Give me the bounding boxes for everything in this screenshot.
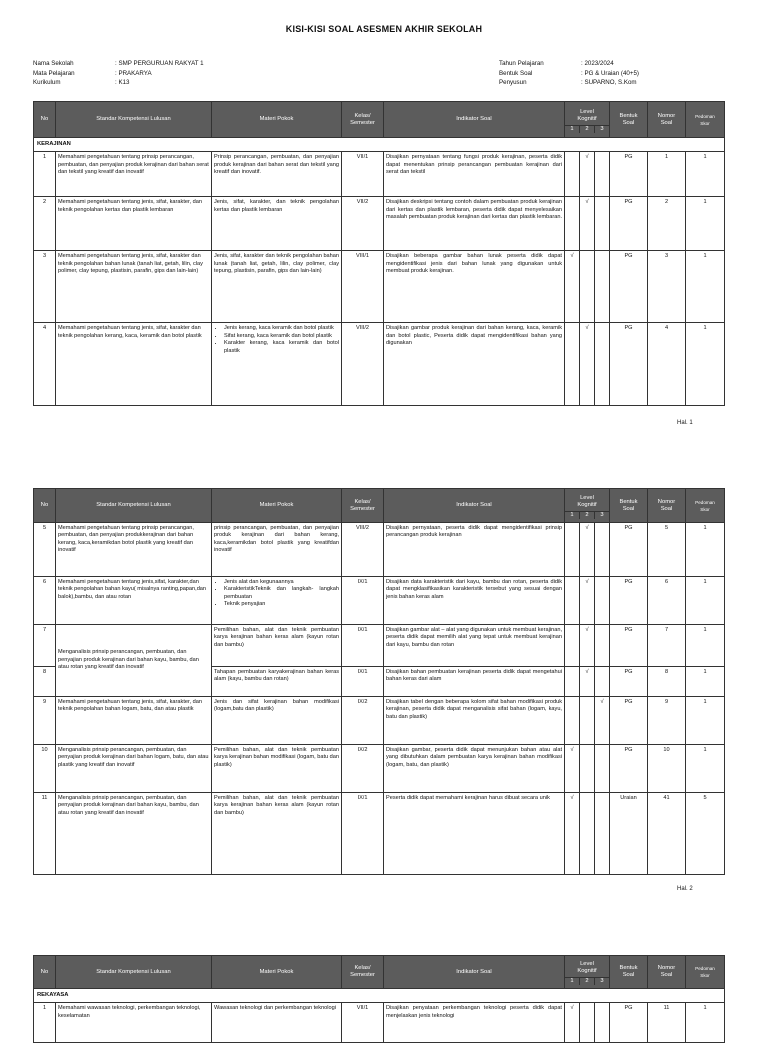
table-row	[34, 697, 725, 745]
header-kelas-line1: Kelas/	[354, 112, 371, 119]
cell-skl: Memahami pengetahuan tentang jenis, sifat, karakter dan teknik pengolahan bahan lunak (tanah liat, getah, lilin, clay polimer, clay tepung, plastisin, parafin, gips dan lain-lain)	[56, 251, 212, 323]
header-nomor-line2: Soal	[660, 119, 673, 126]
cell-materi: Tahapan pembuatan karyakerajinan bahan keras alam (kayu, bambu dan rotan)	[212, 667, 342, 697]
cell-skor: 5	[686, 793, 725, 875]
cell-no: 9	[34, 697, 56, 745]
meta-row	[33, 59, 204, 69]
meta-left	[33, 59, 204, 88]
cell-level-1: √	[565, 793, 580, 875]
cell-level-1	[565, 152, 580, 197]
cell-bentuk: PG	[610, 323, 648, 406]
meta-value: : SUPARNO, S.Kom	[581, 79, 637, 86]
cell-bentuk: PG	[610, 625, 648, 667]
cell-level-1	[565, 625, 580, 667]
cell-indikator: Disajikan pernyataan, peserta didik dapat mengidentifikasi prinsip perancangan produk kerajinan	[384, 523, 565, 577]
cell-nomor: 9	[648, 697, 686, 745]
header-pedoman	[686, 956, 725, 989]
header-row	[34, 102, 725, 138]
cell-kelas: IX/1	[342, 577, 384, 625]
cell-materi: Pemilihan bahan, alat dan teknik pembuatan karya kerajinan bahan keras alam (kayun rotan dan bambu)	[212, 625, 342, 667]
cell-skor: 1	[686, 251, 725, 323]
cell-no: 5	[34, 523, 56, 577]
cell-level-2: √	[580, 577, 595, 625]
table-body	[34, 138, 725, 406]
cell-level-1: √	[565, 251, 580, 323]
header-level-line2: Kognitif	[577, 501, 597, 508]
header-level-1: 1	[570, 978, 574, 984]
header-level-1: 1	[570, 125, 574, 132]
header-kelas-line2: Semester	[350, 972, 375, 978]
header-level-2: 2	[579, 512, 594, 519]
cell-kelas: IX/1	[342, 625, 384, 667]
cell-level-1: √	[565, 1003, 580, 1043]
meta-right	[499, 59, 639, 88]
cell-level-1	[565, 197, 580, 251]
cell-no: 8	[34, 667, 56, 697]
cell-skl: Memahami pengetahuan tentang jenis, sifat, karakter, dan teknik pengolahan bahan logam, batu, dan atau plastik	[56, 697, 212, 745]
header-indikator: Indikator Soal	[384, 956, 565, 989]
kisi-kisi-table-page-1	[33, 101, 725, 406]
meta-value: : SMP PERGURUAN RAKYAT 1	[115, 60, 204, 67]
cell-level-3	[595, 323, 610, 406]
cell-skl: Menganalisis prinsip perancangan, pembuatan, dan penyajian produk kerajinan dari bahan kayu, bambu, dan atau rotan yang kreatif dan inovatif	[56, 793, 212, 875]
table-header	[34, 489, 725, 523]
cell-skl: Memahami pengetahuan tentang jenis, sifat, karakter, dan teknik pengolahan kertas dan plastik lembaran	[56, 197, 212, 251]
cell-skor: 1	[686, 625, 725, 667]
header-indikator: Indikator Soal	[384, 489, 565, 523]
cell-bentuk: PG	[610, 697, 648, 745]
header-level-1: 1	[570, 511, 574, 518]
cell-indikator: Disajikan deskripsi tentang contoh dalam pembuatan produk kerajinan dari kertas dan plastik lembaran, peserta didik dapat menyelesaikan masalah pembuatan produk kerajinan dari kertas dan plastik lembaran.	[384, 197, 565, 251]
cell-indikator: Disajikan gambar alat – alat yang digunakan untuk membuat kerajinan, peserta didik dapat memilih alat yang tepat untuk membuat kerajinan dari kayu, bambu dan rotan	[384, 625, 565, 667]
meta-label: Bentuk Soal	[499, 69, 533, 77]
cell-bentuk: PG	[610, 523, 648, 577]
header-level-2: 2	[579, 126, 594, 133]
document-title: KISI-KISI SOAL ASESMEN AKHIR SEKOLAH	[285, 24, 483, 34]
header-bentuk-line2: Soal	[622, 972, 635, 978]
cell-nomor: 41	[648, 793, 686, 875]
cell-bentuk: PG	[610, 745, 648, 793]
header-bentuk-line1: Bentuk	[619, 112, 638, 119]
section-row	[34, 989, 725, 1003]
meta-value: : K13	[115, 79, 130, 86]
cell-level-1	[565, 577, 580, 625]
header-kelas-line2: Semester	[350, 505, 375, 512]
table-header	[34, 102, 725, 138]
table-row	[34, 251, 725, 323]
meta-label: Mata Pelajaran	[33, 69, 75, 77]
table-row	[34, 1003, 725, 1043]
table-row	[34, 577, 725, 625]
header-pedoman-line2: Skor	[700, 506, 710, 512]
header-bentuk	[610, 489, 648, 523]
cell-level-2	[580, 793, 595, 875]
meta-row	[499, 59, 639, 69]
cell-level-1	[565, 523, 580, 577]
cell-indikator: Disajikan data karakteristik dari kayu, bambu dan rotan, peserta didik dapat mengklasifikasikan karakteristik tersebut yang sesuai dengan jenis bahan keras alam	[384, 577, 565, 625]
cell-no: 7	[34, 625, 56, 667]
table-row	[34, 523, 725, 577]
header-kelas-line1: Kelas/	[354, 498, 371, 505]
section-label: REKAYASA	[34, 989, 725, 1003]
cell-bentuk: PG	[610, 152, 648, 197]
cell-level-2: √	[580, 197, 595, 251]
cell-level-2: √	[580, 667, 595, 697]
cell-materi: Jenis dan sifat kerajinan bahan modifikasi (logam,batu dan plastik)	[212, 697, 342, 745]
cell-skor: 1	[686, 523, 725, 577]
cell-level-3	[595, 197, 610, 251]
cell-skor: 1	[686, 745, 725, 793]
section-label: KERAJINAN	[34, 138, 725, 152]
cell-skl: Menganalisis prinsip perancangan, pembuatan, dan penyajian produk kerajinan dari bahan kayu, bambu, dan atau rotan yang kreatif dan inovatif	[56, 625, 212, 697]
header-level-line1: Level	[580, 494, 594, 501]
cell-level-3	[595, 745, 610, 793]
cell-bentuk: PG	[610, 251, 648, 323]
header-pedoman-line2: Skor	[700, 973, 710, 978]
header-level-line2: Kognitif	[577, 115, 597, 122]
cell-no: 1	[34, 1003, 56, 1043]
cell-kelas: VII/2	[342, 197, 384, 251]
header-level-title	[565, 107, 609, 123]
cell-level-3	[595, 667, 610, 697]
cell-no: 4	[34, 323, 56, 406]
header-nomor-line2: Soal	[660, 972, 673, 978]
cell-skl: Memahami pengetahuan tentang jenis,sifat, karakter,dan teknik pengolahan bahan kayu( misalnya ranting,papan,dan balok),bambu, dan atau rotan	[56, 577, 212, 625]
cell-level-2: √	[580, 523, 595, 577]
header-level-3: 3	[594, 978, 609, 985]
cell-level-3: √	[595, 697, 610, 745]
header-no: No	[34, 102, 56, 138]
cell-materi: Pemilihan bahan, alat dan teknik pembuatan karya kerajinan bahan modifikasi (logam, batu dan plastik)	[212, 745, 342, 793]
cell-materi: Wawasan teknologi dan perkembangan teknologi	[212, 1003, 342, 1043]
header-level-3: 3	[594, 512, 609, 519]
cell-level-2: √	[580, 323, 595, 406]
cell-no: 3	[34, 251, 56, 323]
cell-skor: 1	[686, 197, 725, 251]
cell-bentuk: Uraian	[610, 793, 648, 875]
cell-kelas: VIII/1	[342, 251, 384, 323]
cell-nomor: 7	[648, 625, 686, 667]
cell-materi: Jenis, sifat, karakter dan teknik pengolahan bahan lunak (tanah liat, getah, lilin, clay polimer, clay tepung, plastisin, parafin, gips dan lain-lain)	[212, 251, 342, 323]
header-row	[34, 489, 725, 523]
cell-nomor: 2	[648, 197, 686, 251]
cell-nomor: 10	[648, 745, 686, 793]
meta-row	[33, 78, 204, 88]
materi-list-item: • Jenis alat dan kegunaannya	[224, 579, 339, 586]
cell-kelas: VIII/2	[342, 523, 384, 577]
cell-level-1	[565, 323, 580, 406]
cell-skor: 1	[686, 577, 725, 625]
header-nomor-line1: Nomor	[657, 498, 676, 505]
header-level-line1: Level	[580, 961, 594, 967]
header-pedoman-line1: Pedoman	[695, 499, 715, 505]
header-level-numbers	[565, 125, 609, 133]
cell-skor: 1	[686, 323, 725, 406]
meta-label: Kurikulum	[33, 79, 61, 86]
header-level-numbers	[565, 511, 609, 519]
cell-skl: Menganalisis prinsip perancangan, pembuatan, dan penyajian produk kerajinan dari bahan logam, batu, dan atau plastik yang kreatif dan inovatif	[56, 745, 212, 793]
cell-level-1: √	[565, 745, 580, 793]
header-level-numbers	[565, 977, 609, 985]
cell-level-2: √	[580, 625, 595, 667]
cell-skl: Memahami wawasan teknologi, perkembangan teknologi, keselamatan	[56, 1003, 212, 1043]
header-indikator: Indikator Soal	[384, 102, 565, 138]
cell-level-1	[565, 667, 580, 697]
cell-skor: 1	[686, 667, 725, 697]
cell-materi	[212, 577, 342, 625]
header-pedoman-line1: Pedoman	[695, 966, 715, 971]
table-row	[34, 793, 725, 875]
cell-bentuk: PG	[610, 197, 648, 251]
meta-label: Penyusun	[499, 79, 527, 86]
table-row	[34, 745, 725, 793]
cell-kelas: IX/2	[342, 745, 384, 793]
materi-list	[214, 325, 339, 355]
cell-nomor: 11	[648, 1003, 686, 1043]
materi-list-item: • Teknik penyajian	[224, 601, 339, 608]
cell-no: 11	[34, 793, 56, 875]
header-kelas	[342, 102, 384, 138]
cell-level-3	[595, 625, 610, 667]
table-row	[34, 625, 725, 667]
header-level-2: 2	[579, 978, 594, 985]
header-pedoman-line2: Skor	[700, 120, 710, 126]
materi-list-item: • Jenis kerang, kaca keramik dan botol plastik	[224, 325, 339, 332]
cell-skl: Memahami pengetahuan tentang jenis, sifat, karakter dan teknik pengolahan kerang, kaca, keramik dan botol plastik	[56, 323, 212, 406]
meta-label: Tahun Pelajaran	[499, 60, 544, 67]
header-kelas-line1: Kelas/	[354, 965, 371, 971]
header-nomor	[648, 102, 686, 138]
meta-value: : 2023/2024	[581, 60, 614, 67]
cell-level-1	[565, 697, 580, 745]
cell-level-3	[595, 152, 610, 197]
cell-level-3	[595, 251, 610, 323]
header-skl: Standar Kompetensi Lulusan	[56, 956, 212, 989]
header-level-title	[565, 493, 609, 509]
header-kelas-line2: Semester	[350, 119, 375, 126]
table-body	[34, 989, 725, 1043]
page-number: Hal. 2	[677, 886, 693, 892]
header-materi: Materi Pokok	[212, 956, 342, 989]
cell-nomor: 3	[648, 251, 686, 323]
header-row	[34, 956, 725, 989]
cell-indikator: Disajikan gambar produk kerajinan dari bahan kerang, kaca, keramik dan botol plastic, Peserta didik dapat mengidentifikasi bahan yang digunakan	[384, 323, 565, 406]
cell-level-2	[580, 1003, 595, 1043]
materi-list-item: • Karakter kerang, kaca keramik dan botol plastik	[224, 340, 339, 355]
cell-kelas: IX/2	[342, 697, 384, 745]
header-materi: Materi Pokok	[212, 489, 342, 523]
cell-level-3	[595, 577, 610, 625]
cell-no: 6	[34, 577, 56, 625]
cell-kelas: IX/1	[342, 793, 384, 875]
cell-no: 10	[34, 745, 56, 793]
header-pedoman	[686, 489, 725, 523]
cell-nomor: 1	[648, 152, 686, 197]
cell-indikator: Disajikan pernyataan tentang fungsi produk kerajinan, peserta didik dapat menentukan prinsip perancangan pembuatan kerajinan dari serat dan tekstil	[384, 152, 565, 197]
table-row	[34, 197, 725, 251]
header-nomor-line1: Nomor	[657, 112, 676, 119]
cell-materi	[212, 323, 342, 406]
cell-kelas: VII/1	[342, 1003, 384, 1043]
kisi-kisi-table-page-3	[33, 955, 725, 1043]
page-number: Hal. 1	[677, 420, 693, 426]
cell-bentuk: PG	[610, 667, 648, 697]
cell-materi: Prinsip perancangan, pembuatan, dan penyajian produk kerajinan dari bahan serat dan tekstil yang kreatif dan inovatif.	[212, 152, 342, 197]
cell-skor: 1	[686, 152, 725, 197]
cell-nomor: 6	[648, 577, 686, 625]
cell-level-2	[580, 251, 595, 323]
cell-skl: Memahami pengetahuan tentang prinsip perancangan, pembuatan, dan penyajian produkkerajinan dari bahan kerang, kaca,keramikdan botol plastik yang kreatif dan inovatif	[56, 523, 212, 577]
header-materi: Materi Pokok	[212, 102, 342, 138]
header-level	[565, 956, 610, 989]
header-level	[565, 489, 610, 523]
header-bentuk-line2: Soal	[622, 505, 635, 512]
cell-materi: Jenis, sifat, karakter, dan teknik pengolahan kertas dan plastik lembaran	[212, 197, 342, 251]
header-bentuk-line1: Bentuk	[619, 498, 638, 505]
cell-nomor: 8	[648, 667, 686, 697]
cell-indikator: Peserta didik dapat memahami kerajinan harus dibuat secara unik	[384, 793, 565, 875]
cell-indikator: Disajikan tabel dengan beberapa kolom sifat bahan modifikasi produk kerajinan, peserta didik dapat menganalisis sifat bahan (logam, kayu, batu dan plastik)	[384, 697, 565, 745]
header-bentuk-line2: Soal	[622, 119, 635, 126]
header-level-line1: Level	[580, 108, 594, 115]
header-nomor-line1: Nomor	[657, 965, 676, 971]
cell-kelas: IX/1	[342, 667, 384, 697]
cell-no: 1	[34, 152, 56, 197]
header-kelas	[342, 956, 384, 989]
cell-indikator: Disajikan beberapa gambar bahan lunak peserta didik dapat mengidentifikasi jenis dari bahan lunak yang digunakan untuk membuat produk kerajinan.	[384, 251, 565, 323]
header-bentuk	[610, 956, 648, 989]
header-no: No	[34, 489, 56, 523]
header-nomor	[648, 956, 686, 989]
cell-skl: Memahami pengetahuan tentang prinsip perancangan, pembuatan, dan penyajian produk kerajinan dari bahan serat dan tekstil yang kreatif dan inovatif	[56, 152, 212, 197]
cell-indikator: Disajikan gambar, peserta didik dapat menunjukan bahan atau alat yang dibutuhkan dalam pembuatan karya kerajinan bahan modifikasi (logam, batu, dan plastik)	[384, 745, 565, 793]
header-level-3: 3	[594, 126, 609, 133]
header-nomor-line2: Soal	[660, 505, 673, 512]
header-bentuk	[610, 102, 648, 138]
cell-nomor: 5	[648, 523, 686, 577]
meta-label: Nama Sekolah	[33, 60, 74, 67]
header-bentuk-line1: Bentuk	[619, 965, 638, 971]
header-skl: Standar Kompetensi Lulusan	[56, 489, 212, 523]
header-pedoman-line1: Pedoman	[695, 113, 715, 119]
cell-indikator: Disajikan bahan pembuatan kerajinan peserta didik dapat mengetahui bahan keras dari alam	[384, 667, 565, 697]
header-nomor	[648, 489, 686, 523]
header-no: No	[34, 956, 56, 989]
meta-value: : PG & Uraian (40+5)	[581, 69, 639, 77]
cell-bentuk: PG	[610, 1003, 648, 1043]
cell-bentuk: PG	[610, 577, 648, 625]
materi-list	[214, 579, 339, 609]
header-skl: Standar Kompetensi Lulusan	[56, 102, 212, 138]
cell-level-2	[580, 697, 595, 745]
header-pedoman	[686, 102, 725, 138]
cell-level-2	[580, 745, 595, 793]
cell-materi: prinsip perancangan, pembuatan, dan penyajian produk kerajinan dari bahan kerang, kaca,keramikdan botol plastik yang kreatifdan inovatif	[212, 523, 342, 577]
cell-level-2: √	[580, 152, 595, 197]
header-level-line2: Kognitif	[577, 968, 597, 974]
meta-row	[499, 78, 639, 88]
kisi-kisi-table-page-2	[33, 488, 725, 875]
cell-skor: 1	[686, 1003, 725, 1043]
meta-row	[33, 69, 204, 79]
cell-indikator: Disajikan penyataan perkembangan teknologi peserta didik dapat menjelaskan jenis teknologi	[384, 1003, 565, 1043]
cell-level-3	[595, 523, 610, 577]
cell-kelas: VII/1	[342, 152, 384, 197]
cell-nomor: 4	[648, 323, 686, 406]
cell-kelas: VIII/2	[342, 323, 384, 406]
section-row	[34, 138, 725, 152]
table-body	[34, 523, 725, 875]
cell-no: 2	[34, 197, 56, 251]
header-level-title	[565, 959, 609, 975]
cell-materi: Pemilihan bahan, alat dan teknik pembuatan karya kerajinan bahan keras alam (kayun rotan dan bambu)	[212, 793, 342, 875]
table-header	[34, 956, 725, 989]
materi-list-item: • KarakteristikTeknik dan langkah- langkah pembuatan	[224, 586, 339, 601]
meta-row	[499, 69, 639, 79]
meta-value: : PRAKARYA	[115, 69, 152, 77]
header-kelas	[342, 489, 384, 523]
header-level	[565, 102, 610, 138]
cell-skor: 1	[686, 697, 725, 745]
table-row	[34, 152, 725, 197]
cell-level-3	[595, 793, 610, 875]
materi-list-item: • Sifat kerang, kaca keramik dan botol plastik	[224, 333, 339, 340]
cell-level-3	[595, 1003, 610, 1043]
table-row	[34, 323, 725, 406]
